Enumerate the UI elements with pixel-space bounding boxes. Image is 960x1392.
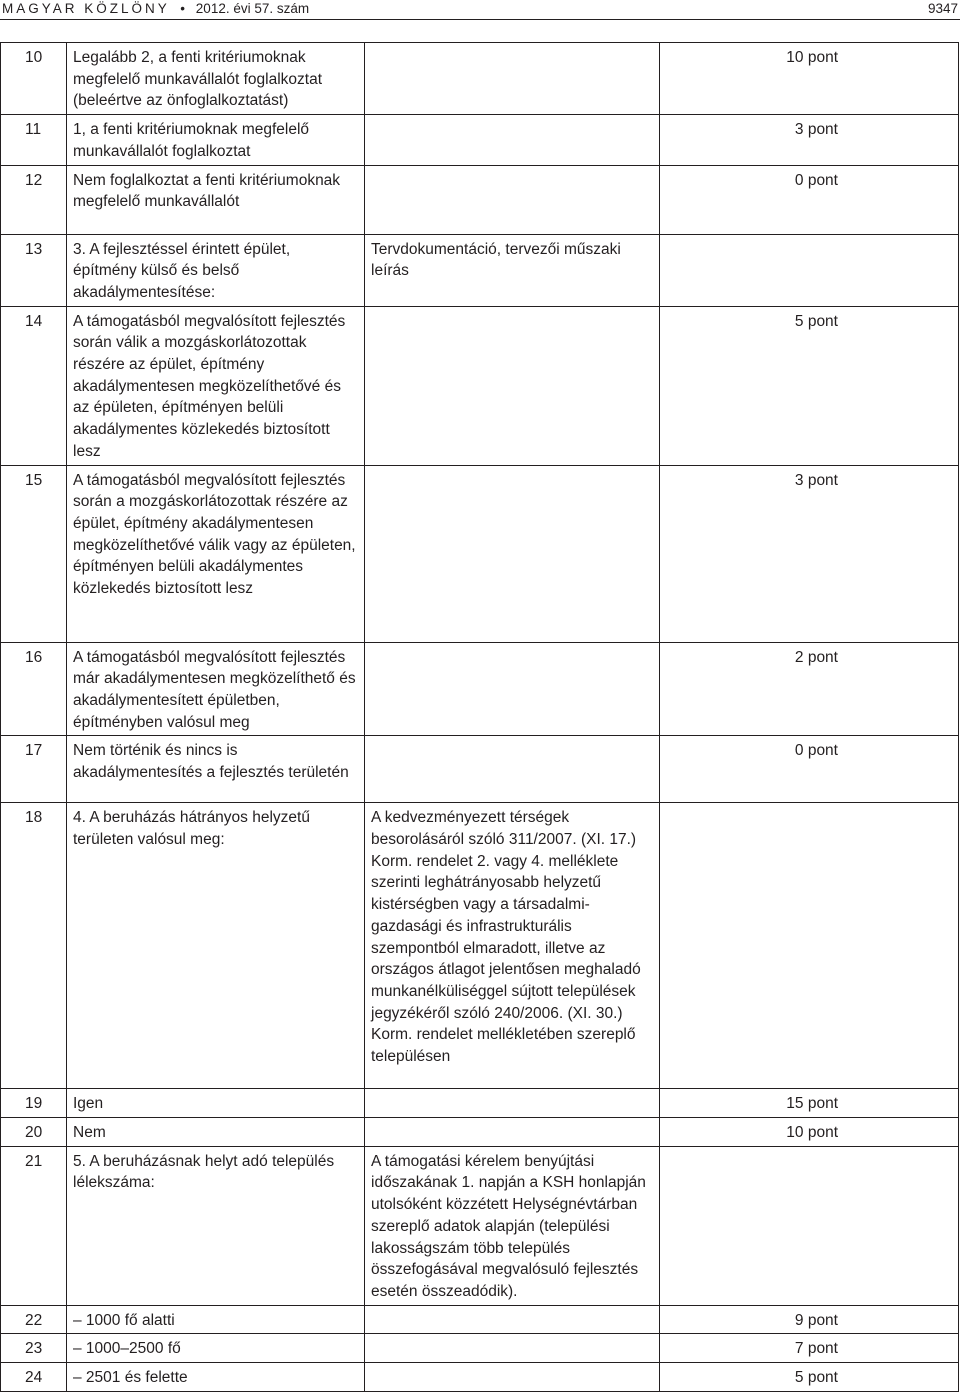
points-value: 9 pont — [660, 1305, 959, 1334]
table-row — [1, 165, 959, 234]
running-title — [2, 1, 309, 17]
row-number: 23 — [1, 1334, 67, 1363]
criterion-text: 1, a fenti kritériumoknak megfelelő munkavállalót foglalkoztat — [67, 115, 365, 165]
row-number: 18 — [1, 803, 67, 1089]
table-row — [1, 1334, 959, 1363]
row-number: 11 — [1, 115, 67, 165]
points-value: 2 pont — [660, 642, 959, 736]
source-text — [365, 1334, 660, 1363]
row-number: 14 — [1, 306, 67, 465]
source-text — [365, 165, 660, 234]
journal-name: MAGYAR KÖZLÖNY — [2, 1, 170, 16]
source-text: A kedvezményezett térségek besorolásáról szóló 311/2007. (XI. 17.) Korm. rendelet 2. vagy 4. melléklete szerinti leghátrányosabb helyzetű kistérségben vagy a társadalmi-gazdasági és infrastrukturális szempontból elmaradott, illetve az országos átlagot jelentősen meghaladó munkanélküliséggel sújtott települések jegyzékéről szóló 240/2006. (XI. 30.) Korm. rendelet mellékletében szereplő településen — [365, 803, 660, 1089]
criterion-text: 5. A beruházásnak helyt adó település lélekszáma: — [67, 1146, 365, 1305]
criterion-text: 3. A fejlesztéssel érintett épület, építmény külső és belső akadálymentesítése: — [67, 234, 365, 306]
row-number: 19 — [1, 1089, 67, 1118]
scoring-table — [0, 42, 959, 1392]
source-text: A támogatási kérelem benyújtási időszakának 1. napján a KSH honlapján utolsóként közzétett Helységnévtárban szereplő adatok alapján (települési lakosságszám több település összefogásával megvalósuló fejlesztés esetén összeadódik). — [365, 1146, 660, 1305]
row-number: 24 — [1, 1363, 67, 1392]
table-row — [1, 306, 959, 465]
points-value: 3 pont — [660, 115, 959, 165]
source-text — [365, 115, 660, 165]
points-value — [660, 234, 959, 306]
table-row — [1, 1118, 959, 1147]
source-text — [365, 465, 660, 642]
criterion-text: Legalább 2, a fenti kritériumoknak megfelelő munkavállalót foglalkoztat (beleértve az önfoglalkoztatást) — [67, 43, 365, 115]
row-number: 20 — [1, 1118, 67, 1147]
table-row — [1, 465, 959, 642]
source-text — [365, 306, 660, 465]
row-number: 10 — [1, 43, 67, 115]
points-value: 15 pont — [660, 1089, 959, 1118]
source-text — [365, 1363, 660, 1392]
page-number: 9347 — [927, 1, 958, 16]
points-value: 3 pont — [660, 465, 959, 642]
criterion-text: – 1000 fő alatti — [67, 1305, 365, 1334]
criterion-text: – 1000–2500 fő — [67, 1334, 365, 1363]
points-value — [660, 1146, 959, 1305]
criterion-text: 4. A beruházás hátrányos helyzetű területen valósul meg: — [67, 803, 365, 1089]
source-text — [365, 1089, 660, 1118]
table-row — [1, 43, 959, 115]
points-value: 7 pont — [660, 1334, 959, 1363]
row-number: 21 — [1, 1146, 67, 1305]
table-row — [1, 1363, 959, 1392]
row-number: 12 — [1, 165, 67, 234]
page-header — [0, 0, 960, 22]
criterion-text: A támogatásból megvalósított fejlesztés már akadálymentesen megközelíthető és akadálymentesített épületben, építményben valósul meg — [67, 642, 365, 736]
header-separator: • — [180, 1, 186, 16]
table-row — [1, 736, 959, 803]
points-value — [660, 803, 959, 1089]
table-row — [1, 1146, 959, 1305]
row-number: 15 — [1, 465, 67, 642]
table-row — [1, 1089, 959, 1118]
criterion-text: Nem — [67, 1118, 365, 1147]
criterion-text: Nem foglalkoztat a fenti kritériumoknak megfelelő munkavállalót — [67, 165, 365, 234]
source-text — [365, 1118, 660, 1147]
source-text — [365, 736, 660, 803]
source-text — [365, 43, 660, 115]
issue-label: 2012. évi 57. szám — [195, 1, 310, 16]
table-row — [1, 803, 959, 1089]
source-text — [365, 1305, 660, 1334]
row-number: 17 — [1, 736, 67, 803]
criterion-text: Nem történik és nincs is akadálymentesítés a fejlesztés területén — [67, 736, 365, 803]
table-row — [1, 234, 959, 306]
points-value: 5 pont — [660, 1363, 959, 1392]
source-text: Tervdokumentáció, tervezői műszaki leírás — [365, 234, 660, 306]
row-number: 13 — [1, 234, 67, 306]
table-row — [1, 1305, 959, 1334]
points-value: 10 pont — [660, 43, 959, 115]
criterion-text: – 2501 és felette — [67, 1363, 365, 1392]
header-rule — [0, 19, 960, 20]
table-row — [1, 115, 959, 165]
criterion-text: Igen — [67, 1089, 365, 1118]
criterion-text: A támogatásból megvalósított fejlesztés során válik a mozgáskorlátozottak részére az épület, építmény akadálymentesen megközelíthetővé és az épületen, építményen belüli akadálymentes közlekedés biztosított lesz — [67, 306, 365, 465]
points-value: 0 pont — [660, 736, 959, 803]
points-value: 0 pont — [660, 165, 959, 234]
row-number: 16 — [1, 642, 67, 736]
criterion-text: A támogatásból megvalósított fejlesztés során a mozgáskorlátozottak részére az épület, építmény akadálymentesen megközelíthetővé válik vagy az épületen, építményen belüli akadálymentes közlekedés biztosított lesz — [67, 465, 365, 642]
source-text — [365, 642, 660, 736]
table-row — [1, 642, 959, 736]
points-value: 5 pont — [660, 306, 959, 465]
points-value: 10 pont — [660, 1118, 959, 1147]
row-number: 22 — [1, 1305, 67, 1334]
